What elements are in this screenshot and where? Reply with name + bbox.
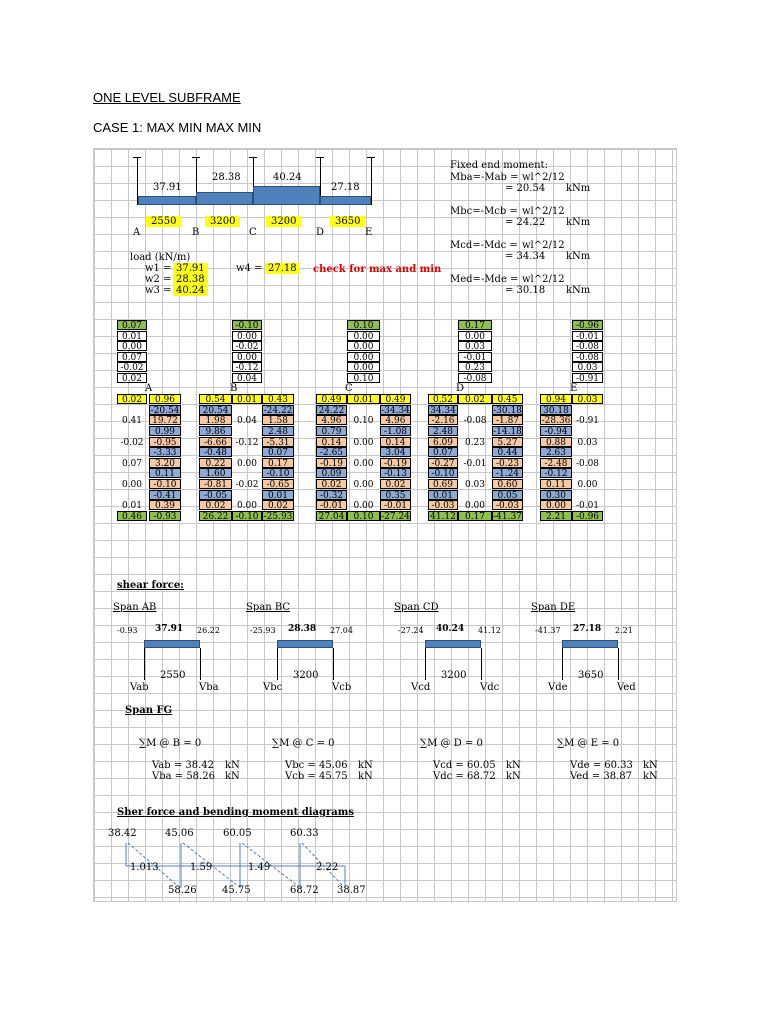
unit: kN <box>358 760 373 771</box>
md-cell: -0.94 <box>540 426 572 436</box>
col-top-cell: -0.12 <box>232 362 262 372</box>
md-cell: 1.60 <box>199 468 232 478</box>
col-value: -0.91 <box>575 416 600 427</box>
col-value: 0.00 <box>236 501 258 512</box>
md-cell: 0.14 <box>380 437 411 447</box>
df-cell: 0.02 <box>117 394 147 404</box>
md-cell: 4.96 <box>380 415 411 425</box>
span-name: Span DE <box>531 602 576 613</box>
md-cell: -1.87 <box>492 415 523 425</box>
md-cell: 0.01 <box>428 490 458 500</box>
col-value: -0.12 <box>235 437 259 448</box>
w2-value: 28.38 <box>173 274 208 285</box>
shear-right-label: Vba <box>199 682 219 693</box>
md-cell: 2.48 <box>428 426 458 436</box>
reaction-right: Vdc = 68.72 <box>433 771 496 782</box>
final-moment-cell: -25.93 <box>263 511 293 522</box>
span-length: 3650 <box>578 670 604 681</box>
w2-label: w2 = <box>145 274 172 285</box>
md-cell: -2.48 <box>540 458 572 468</box>
md-cell: -6.66 <box>199 437 232 447</box>
sfd-mid-value: 1.59 <box>190 862 213 873</box>
sfd-top-value: 60.05 <box>223 828 252 839</box>
col-value: 0.00 <box>353 501 374 512</box>
span-length: 3200 <box>293 670 319 681</box>
md-cell: -3.33 <box>149 447 181 457</box>
col-top-cell: -0.91 <box>572 373 603 383</box>
unit: kN <box>506 771 521 782</box>
md-cell: 0.44 <box>492 447 523 457</box>
md-cell: -0.03 <box>428 500 458 510</box>
col-top-cell: 0.00 <box>458 331 492 341</box>
sfd-top-value: 45.06 <box>165 828 194 839</box>
col-top-cell: 0.01 <box>117 331 147 341</box>
reaction-left: Vcd = 60.05 <box>433 760 496 771</box>
md-cell: -0.81 <box>199 479 232 489</box>
sfd-bottom-value: 68.72 <box>290 885 319 896</box>
unit: kN <box>225 760 240 771</box>
fem-header: Fixed end moment: <box>450 160 548 171</box>
final-moment-cell: -27.24 <box>381 511 410 522</box>
col-top-cell: 0.00 <box>117 341 147 351</box>
col-top-cell: 0.00 <box>232 352 262 362</box>
md-cell: -0.27 <box>428 458 458 468</box>
final-moment-cell: -0.93 <box>149 511 181 521</box>
md-cell: 4.96 <box>316 415 347 425</box>
col-top-cell: -0.02 <box>232 341 262 351</box>
col-top-cell: 0.07 <box>117 352 147 362</box>
col-value: 0.03 <box>577 437 598 448</box>
col-value: -0.02 <box>235 480 259 490</box>
md-cell: 0.00 <box>540 500 572 510</box>
md-cell: 3.20 <box>149 458 181 468</box>
col-value: 0.00 <box>121 480 143 490</box>
md-cell: -0.19 <box>316 458 347 468</box>
df-cell: 0.96 <box>149 394 181 404</box>
col-top-cell: 0.00 <box>347 352 380 362</box>
col-top-cell: -0.08 <box>458 373 492 383</box>
col-top-cell: -0.02 <box>117 362 147 372</box>
col-top-cell: 0.07 <box>117 320 147 330</box>
md-cell: 0.07 <box>262 447 294 457</box>
span-load: 37.91 <box>155 624 184 634</box>
md-cell: -0.41 <box>149 490 181 500</box>
final-moment-cell: 2.21 <box>540 511 572 521</box>
support-e: E <box>365 227 373 238</box>
support-a: A <box>133 227 141 238</box>
df-cell: 0.94 <box>540 394 572 404</box>
md-cell: -0.01 <box>380 500 411 510</box>
md-cell: 0.39 <box>149 500 181 510</box>
md-cell: 6.09 <box>428 437 458 447</box>
sfd-mid-value: 1.49 <box>248 862 271 873</box>
left-moment: -25.93 <box>250 626 276 635</box>
span-name: Span AB <box>113 602 157 613</box>
col-value: -0.01 <box>463 458 487 469</box>
span-name: Span BC <box>246 602 291 613</box>
sfd-top-value: 38.42 <box>108 828 137 839</box>
df-cell: 0.49 <box>316 394 347 404</box>
sfd-mid-value: 2.22 <box>316 862 339 873</box>
col-value: 0.04 <box>236 416 258 427</box>
md-cell: 0.35 <box>380 490 411 500</box>
md-cell: 0.60 <box>492 479 523 489</box>
md-cell: 9.86 <box>199 426 232 436</box>
final-moment-cell: 0.10 <box>347 511 380 521</box>
col-value: 0.10 <box>353 416 374 427</box>
md-cell: 0.02 <box>199 500 232 510</box>
joint-label: A <box>145 382 153 394</box>
df-cell: 0.01 <box>232 394 262 404</box>
md-cell: -1.24 <box>492 468 523 478</box>
col-top-cell: 0.00 <box>232 331 262 341</box>
md-cell: 0.69 <box>428 479 458 489</box>
case-title: CASE 1: MAX MIN MAX MIN <box>93 120 262 135</box>
col-value: 0.07 <box>121 458 143 469</box>
col-value: -0.02 <box>120 437 144 448</box>
reaction-right: Vba = 58.26 <box>152 771 215 782</box>
sfd-bottom-value: 58.26 <box>168 885 197 896</box>
right-moment: 26.22 <box>197 626 220 635</box>
w1-value: 37.91 <box>173 263 208 274</box>
md-cell: 0.02 <box>380 479 411 489</box>
unit: kN <box>643 760 658 771</box>
final-moment-cell: -0.96 <box>572 511 603 521</box>
df-cell: 0.01 <box>347 394 380 404</box>
load-ab: 37.91 <box>153 182 182 193</box>
md-cell: 3.04 <box>380 447 411 457</box>
col-value: -0.01 <box>575 501 600 512</box>
md-cell: -5.31 <box>262 437 294 447</box>
md-cell: 0.01 <box>262 490 294 500</box>
reaction-right: Ved = 38.87 <box>570 771 632 782</box>
sfd-top-value: 60.33 <box>290 828 319 839</box>
span-de-length: 3650 <box>330 216 365 227</box>
md-cell: 1.98 <box>199 415 232 425</box>
final-moment-cell: 27.04 <box>316 511 347 521</box>
md-cell: 0.22 <box>199 458 232 468</box>
support-c: C <box>249 227 257 238</box>
right-moment: 27.04 <box>330 626 353 635</box>
right-moment: 2.21 <box>615 626 633 635</box>
md-cell: 30.18 <box>540 405 572 415</box>
md-cell: 2.63 <box>540 447 572 457</box>
df-cell: 0.52 <box>428 394 458 404</box>
md-cell: 0.11 <box>149 468 181 478</box>
md-cell: -0.23 <box>492 458 523 468</box>
final-moment-cell: -0.10 <box>232 511 262 521</box>
final-moment-cell: -41.37 <box>493 511 522 522</box>
w4-label: w4 = <box>236 263 263 274</box>
col-top-cell: 0.03 <box>458 341 492 351</box>
support-b: B <box>192 227 200 238</box>
unit: kN <box>506 760 521 771</box>
md-cell: -24.22 <box>263 405 293 416</box>
span-load: 40.24 <box>436 624 465 634</box>
reaction-right: Vcb = 45.75 <box>285 771 348 782</box>
shear-header: shear force: <box>117 580 184 591</box>
sfd-header: Sher force and bending moment diagrams <box>117 807 354 818</box>
md-cell: 2.48 <box>262 426 294 436</box>
right-moment: 41.12 <box>478 626 501 635</box>
w4-value: 27.18 <box>265 263 300 274</box>
col-value: -0.08 <box>463 416 487 427</box>
md-cell: -0.19 <box>380 458 411 468</box>
shear-right-label: Vcb <box>332 682 352 693</box>
col-value: 0.00 <box>236 458 258 469</box>
col-value: 0.00 <box>353 480 374 490</box>
col-top-cell: 0.10 <box>347 320 380 330</box>
joint-label: D <box>456 382 465 394</box>
md-cell: 0.88 <box>540 437 572 447</box>
col-top-cell: 0.10 <box>347 373 380 383</box>
col-top-cell: 0.00 <box>347 341 380 351</box>
md-cell: -2.65 <box>316 447 347 457</box>
md-cell: -1.08 <box>380 426 411 436</box>
col-top-cell: 0.02 <box>117 373 147 383</box>
md-cell: 0.79 <box>316 426 347 436</box>
moment-eq: ∑M @ D = 0 <box>420 738 483 749</box>
load-de: 27.18 <box>331 182 360 193</box>
span-ab-length: 2550 <box>146 216 181 227</box>
joint-label: C <box>345 382 353 394</box>
shear-left-label: Vcd <box>411 682 431 693</box>
shear-left-label: Vde <box>548 682 568 693</box>
span-length: 3200 <box>441 670 467 681</box>
df-cell: 0.02 <box>458 394 492 404</box>
md-cell: 0.17 <box>262 458 294 468</box>
md-cell: -0.05 <box>199 490 232 500</box>
span-bc-length: 3200 <box>205 216 240 227</box>
span-fg-label: Span FG <box>125 705 173 716</box>
col-value: 0.23 <box>464 437 486 448</box>
df-cell: 0.43 <box>262 394 294 404</box>
col-top-cell: 0.00 <box>347 362 380 372</box>
col-top-cell: -0.96 <box>572 320 603 330</box>
span-name: Span CD <box>394 602 439 613</box>
col-top-cell: 0.23 <box>458 362 492 372</box>
final-moment-cell: 26.22 <box>199 511 232 521</box>
final-moment-cell: 0.46 <box>117 511 147 521</box>
col-value: 0.00 <box>577 480 598 490</box>
col-top-cell: 0.00 <box>347 331 380 341</box>
joint-label: E <box>570 382 578 394</box>
md-cell: 20.54 <box>199 405 232 415</box>
col-value: 0.03 <box>464 480 486 490</box>
sfd-bottom-value: 45.75 <box>222 885 251 896</box>
col-top-cell: 0.17 <box>458 320 492 330</box>
col-top-cell: -0.08 <box>572 341 603 351</box>
col-value: 0.00 <box>353 458 374 469</box>
load-cd: 40.24 <box>273 172 302 183</box>
md-cell: 5.27 <box>492 437 523 447</box>
moment-eq: ∑M @ B = 0 <box>139 738 202 749</box>
final-moment-cell: 0.17 <box>458 511 492 521</box>
df-cell: 0.49 <box>380 394 411 404</box>
w1-label: w1 = <box>145 263 172 274</box>
col-value: 0.01 <box>121 501 143 512</box>
sfd-bottom-value: 38.87 <box>337 885 366 896</box>
md-cell: 19.72 <box>149 415 181 425</box>
col-top-cell: 0.04 <box>232 373 262 383</box>
w3-value: 40.24 <box>173 285 208 296</box>
span-load: 28.38 <box>288 624 317 634</box>
md-cell: 0.11 <box>540 479 572 489</box>
md-cell: 24.22 <box>316 405 347 415</box>
md-cell: -14.18 <box>493 427 522 437</box>
loads-header: load (kN/m) <box>130 252 191 263</box>
final-moment-cell: 41.12 <box>428 511 458 521</box>
md-cell: -20.54 <box>150 405 180 416</box>
left-moment: -41.37 <box>535 626 561 635</box>
moment-eq: ∑M @ E = 0 <box>557 738 620 749</box>
reaction-left: Vde = 60.33 <box>570 760 633 771</box>
col-top-cell: -0.10 <box>232 320 262 330</box>
md-cell: -0.32 <box>316 490 347 500</box>
md-cell: -2.16 <box>428 415 458 425</box>
md-cell: -30.18 <box>493 405 522 416</box>
shear-right-label: Ved <box>617 682 636 693</box>
col-top-cell: -0.01 <box>572 331 603 341</box>
md-cell: 0.99 <box>149 426 181 436</box>
reaction-left: Vbc = 45.06 <box>285 760 348 771</box>
shear-left-label: Vbc <box>263 682 283 693</box>
df-cell: 0.45 <box>492 394 523 404</box>
md-cell: 0.02 <box>262 500 294 510</box>
md-cell: -0.48 <box>199 447 232 457</box>
span-load: 27.18 <box>573 624 602 634</box>
unit: kN <box>643 771 658 782</box>
md-cell: -0.95 <box>149 437 181 447</box>
moment-eq: ∑M @ C = 0 <box>272 738 335 749</box>
md-cell: 1.58 <box>262 415 294 425</box>
reaction-left: Vab = 38.42 <box>152 760 215 771</box>
col-top-cell: 0.03 <box>572 362 603 372</box>
page-title: ONE LEVEL SUBFRAME <box>93 90 241 105</box>
md-cell: 0.07 <box>428 447 458 457</box>
md-cell: -0.12 <box>540 468 572 478</box>
md-cell: 34.34 <box>428 405 458 415</box>
md-cell: -34.34 <box>381 405 410 416</box>
md-cell: 0.30 <box>540 490 572 500</box>
unit: kN <box>225 771 240 782</box>
md-cell: -0.65 <box>262 479 294 489</box>
df-cell: 0.03 <box>572 394 603 404</box>
left-moment: -0.93 <box>117 626 138 635</box>
md-cell: 0.09 <box>316 468 347 478</box>
md-cell: 0.14 <box>316 437 347 447</box>
col-value: 0.41 <box>121 416 143 427</box>
col-value: 0.00 <box>353 437 374 448</box>
w3-label: w3 = <box>145 285 172 296</box>
md-cell: -0.13 <box>380 468 411 478</box>
md-cell: -0.10 <box>149 479 181 489</box>
unit: kN <box>358 771 373 782</box>
col-value: -0.08 <box>575 458 600 469</box>
md-cell: -0.03 <box>492 500 523 510</box>
left-moment: -27.24 <box>398 626 424 635</box>
check-note: check for max and min <box>313 264 442 275</box>
load-bc: 28.38 <box>212 172 241 183</box>
sfd-mid-value: 1.013 <box>130 862 159 873</box>
md-cell: 0.02 <box>316 479 347 489</box>
shear-right-label: Vdc <box>480 682 500 693</box>
span-length: 2550 <box>160 670 186 681</box>
span-cd-length: 3200 <box>266 216 301 227</box>
support-d: D <box>316 227 325 238</box>
md-cell: -28.36 <box>541 416 571 427</box>
col-top-cell: -0.01 <box>458 352 492 362</box>
md-cell: -0.01 <box>316 500 347 510</box>
shear-left-label: Vab <box>130 682 149 693</box>
md-cell: -0.10 <box>428 468 458 478</box>
col-value: 0.00 <box>464 501 486 512</box>
df-cell: 0.54 <box>199 394 232 404</box>
joint-label: B <box>230 382 238 394</box>
col-top-cell: -0.08 <box>572 352 603 362</box>
md-cell: 0.05 <box>492 490 523 500</box>
md-cell: -0.10 <box>262 468 294 478</box>
